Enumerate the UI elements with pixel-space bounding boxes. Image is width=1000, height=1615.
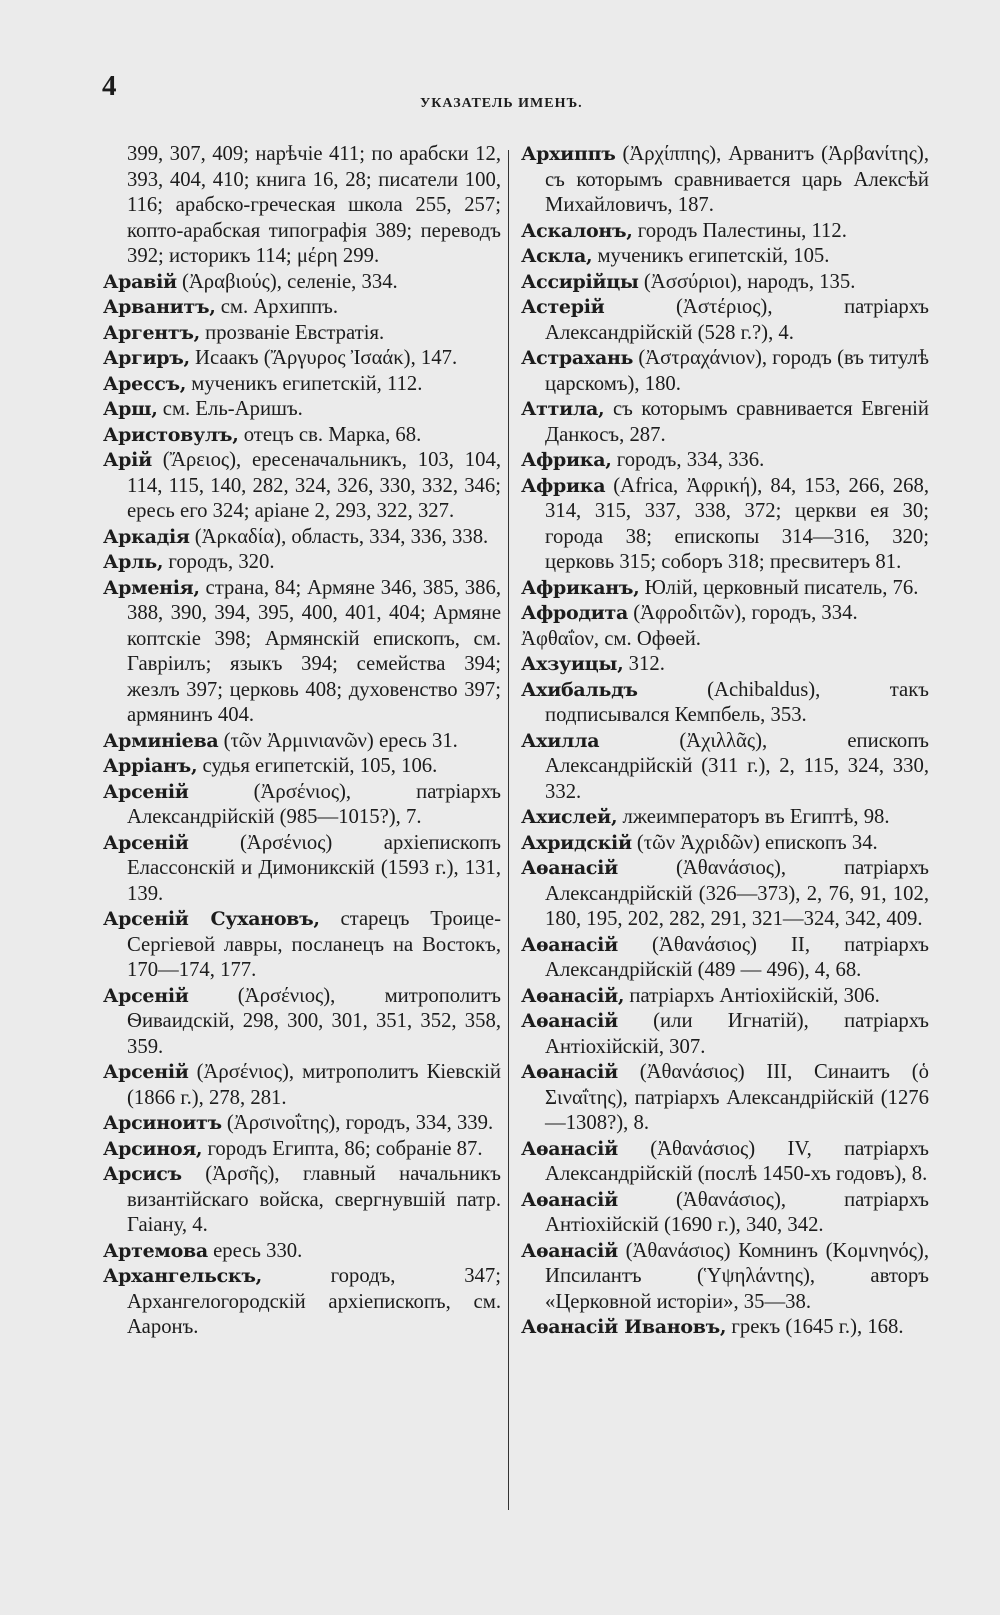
- entry-headword: Арванитъ,: [103, 296, 216, 318]
- entry-headword: Аравій: [103, 270, 177, 293]
- entry-text: (τῶν Ἀρμινιανῶν) ересь 31.: [218, 729, 458, 752]
- entry-text: мученикъ египетскій, 112.: [186, 372, 423, 395]
- index-entry: [103, 423, 501, 449]
- entry-headword: Африка,: [521, 449, 612, 471]
- index-entry: [521, 270, 929, 296]
- entry-headword: Ахридскій: [521, 831, 632, 854]
- entry-headword: Ахибальдъ: [521, 678, 638, 701]
- left-column: [103, 142, 501, 1341]
- index-entry: [521, 1009, 929, 1060]
- index-entry: [521, 729, 929, 806]
- index-entry: [521, 142, 929, 219]
- index-entry: [103, 295, 501, 321]
- entry-headword: Арсиноитъ: [103, 1112, 222, 1134]
- entry-headword: Аргентъ,: [103, 321, 200, 344]
- entry-text: (Ἀρσένιος), митрополитъ Ѳиваидскій, 298, 300, 301, 351, 352, 358, 359.: [127, 984, 501, 1058]
- entry-headword: Арсиноя,: [103, 1137, 203, 1160]
- entry-headword: Арріанъ,: [103, 755, 198, 777]
- entry-headword: Арсеній: [103, 780, 189, 803]
- index-entry: [103, 1264, 501, 1341]
- entry-text: (Ἀστέριος), патріархъ Александрійскій (528 г.?), 4.: [545, 296, 929, 344]
- entry-headword: Арсеній: [103, 984, 189, 1007]
- entry-text: ересь 330.: [207, 1239, 303, 1262]
- entry-headword: Аскалонъ,: [521, 219, 633, 242]
- entry-text: Ἀφθαΐον, см. Офѳей.: [521, 627, 701, 650]
- index-entry: [521, 1188, 929, 1239]
- entry-text: городъ Египта, 86; собраніе 87.: [202, 1137, 483, 1160]
- index-entry: [103, 729, 501, 755]
- entry-text: (Ἀθανάσιος) Комнинъ (Κομνηνός), Ипсилантъ (Ὑψηλάντης), авторъ «Церковной исторіи», 35—38.: [545, 1239, 929, 1313]
- entry-headword: Астерій: [521, 296, 605, 318]
- index-entry: [521, 474, 929, 576]
- entry-text: грекъ (1645 г.), 168.: [726, 1316, 904, 1338]
- right-column: [521, 142, 929, 1341]
- entry-text: (Ἀθανάσιος), патріархъ Александрійскій (326—373), 2, 76, 91, 102, 180, 195, 202, 282, 291, 321—324, 342, 409.: [545, 857, 929, 930]
- entry-text: (Ἀχιλλᾶς), епископъ Александрійскій (311 г.), 2, 115, 324, 330, 332.: [545, 729, 929, 803]
- entry-text: (Ἀθανάσιος) III, Синаитъ (ὁ Σιναΐτης), патріархъ Александрійскій (1276—1308?), 8.: [545, 1061, 929, 1134]
- index-entry: [521, 244, 929, 270]
- entry-headword: Афродита: [521, 602, 629, 624]
- entry-headword: Арминіева: [103, 729, 219, 752]
- entry-headword: Ахилла: [521, 729, 600, 752]
- entry-headword: Аѳанасій,: [521, 984, 625, 1007]
- entry-text: прозваніе Евстратія.: [199, 321, 385, 344]
- entry-text: городъ, 334, 336.: [611, 449, 765, 471]
- index-entry: [103, 270, 501, 296]
- entry-text: 312.: [623, 653, 665, 675]
- index-entry: [103, 1162, 501, 1239]
- entry-headword: Аѳанасій: [521, 1061, 618, 1083]
- entry-headword: Архиппъ: [521, 143, 616, 165]
- entry-text: 399, 307, 409; нарѣчіе 411; по арабски 12, 393, 404, 410; книга 16, 28; писатели 100, 116; арабско-греческая школа 255, 257; копто-арабская типографія 389; переводъ 392; историкъ 114; μέρη 299.: [127, 143, 501, 267]
- entry-headword: Астрахань: [521, 347, 634, 369]
- entry-text: (Ἀρσένιος), митрополитъ Кіевскій (1866 г.), 278, 281.: [127, 1061, 501, 1109]
- index-entry: [521, 805, 929, 831]
- index-entry: [103, 984, 501, 1061]
- index-entry: [521, 652, 929, 678]
- entry-text: (Ἀρσένιος), патріархъ Александрійскій (985—1015?), 7.: [127, 780, 501, 828]
- index-entry: [521, 219, 929, 245]
- entry-headword: Арсисъ: [103, 1163, 182, 1185]
- index-entry: [521, 627, 929, 653]
- entry-text: (Ἀθανάσιος) II, патріархъ Александрійскій (489 — 496), 4, 68.: [545, 933, 929, 981]
- entry-headword: Ахислей,: [521, 806, 618, 828]
- entry-headword: Арш,: [103, 398, 158, 420]
- index-entry: [103, 372, 501, 398]
- entry-headword: Артемова: [103, 1239, 208, 1262]
- entry-text: (Ἀρκαδία), область, 334, 336, 338.: [189, 525, 489, 548]
- column-divider: [508, 150, 509, 1510]
- entry-headword: Аттила,: [521, 398, 605, 420]
- index-entry: [103, 550, 501, 576]
- entry-text: см. Архиппъ.: [215, 296, 339, 318]
- index-entry: [103, 142, 501, 270]
- index-entry: [521, 1239, 929, 1316]
- entry-text: патріархъ Антіохійскій, 306.: [624, 984, 880, 1007]
- index-entry: [103, 525, 501, 551]
- index-entry: [521, 601, 929, 627]
- entry-text: (Ἀρσινοΐτης), городъ, 334, 339.: [221, 1112, 494, 1134]
- index-entry: [103, 754, 501, 780]
- entry-headword: Африканъ,: [521, 576, 640, 599]
- entry-text: (Ἄρειος), ересеначальникъ, 103, 104, 114, 115, 140, 282, 324, 326, 330, 332, 346; ересь его 324; аріане 2, 293, 322, 327.: [127, 449, 501, 522]
- entry-text: (или Игнатій), патріархъ Антіохійскій, 307.: [545, 1010, 929, 1058]
- index-entry: [521, 295, 929, 346]
- entry-headword: Арсеній: [103, 1061, 189, 1083]
- index-entry: [521, 984, 929, 1010]
- entry-text: мученикъ египетскій, 105.: [592, 245, 830, 267]
- entry-text: (Ἀρσῆς), главный начальникъ византійскаго войска, свергнувшій патр. Гаіану, 4.: [127, 1163, 501, 1236]
- index-entry: [103, 1239, 501, 1265]
- entry-text: (Africa, Ἀφρική), 84, 153, 266, 268, 314, 315, 337, 338, 372; церкви ея 30; города 38; епископы 314—316, 320; церковь 315; соборъ 318; пресвитеръ 81.: [545, 474, 929, 573]
- entry-text: (Ἀσσύριοι), народъ, 135.: [638, 270, 856, 293]
- entry-headword: Аѳанасій: [521, 857, 618, 879]
- entry-text: (Ἀραβιούς), селеніе, 334.: [176, 270, 398, 293]
- entry-headword: Ассирійцы: [521, 270, 639, 293]
- entry-text: Исаакъ (Ἄργυρος Ἰσαάκ), 147.: [189, 347, 458, 369]
- entry-headword: Аргиръ,: [103, 347, 190, 369]
- index-entry: [103, 1060, 501, 1111]
- entry-headword: Аристовулъ,: [103, 423, 239, 446]
- entry-headword: Аскла,: [521, 245, 593, 267]
- entry-text: (Ἀρσένιος) архіепископъ Елассонскій и Димоникскій (1593 г.), 131, 139.: [127, 831, 501, 905]
- entry-text: (τῶν Ἀχριδῶν) епископъ 34.: [631, 831, 878, 854]
- index-entry: [103, 831, 501, 908]
- index-entry: [521, 397, 929, 448]
- entry-headword: Аѳанасій Ивановъ,: [521, 1316, 727, 1338]
- index-entry: [103, 448, 501, 525]
- entry-headword: Арсеній: [103, 831, 189, 854]
- index-entry: [103, 780, 501, 831]
- entry-text: страна, 84; Армяне 346, 385, 386, 388, 390, 394, 395, 400, 401, 404; Армяне коптскіе 398; Армянскій епископъ, см. Гавріилъ; языкъ 394; семейства 394; жезлъ 397; церковь 408; духовенство 397; армянинъ 404.: [127, 576, 501, 726]
- entry-text: судья египетскій, 105, 106.: [197, 755, 438, 777]
- entry-text: городъ, 347; Архангелогородскій архіепископъ, см. Ааронъ.: [127, 1265, 501, 1338]
- entry-text: городъ, 320.: [163, 551, 275, 573]
- entry-headword: Аѳанасій: [521, 933, 618, 956]
- index-entry: [103, 321, 501, 347]
- entry-text: см. Ель-Аришъ.: [157, 398, 303, 420]
- entry-text: (Ἀστραχάνιον), городъ (въ титулѣ царскомъ), 180.: [545, 347, 929, 395]
- entry-headword: Африка: [521, 474, 606, 497]
- index-entry: [521, 678, 929, 729]
- index-entry: [521, 1315, 929, 1341]
- running-title: УКАЗАТЕЛЬ ИМЕНЪ.: [420, 96, 583, 111]
- index-entry: [521, 856, 929, 933]
- entry-headword: Аѳанасій: [521, 1010, 618, 1032]
- entry-text: (Ἀθανάσιος) IV, патріархъ Александрійскій (послѣ 1450-хъ годовъ), 8.: [545, 1137, 929, 1185]
- index-entry: [521, 933, 929, 984]
- index-entry: [103, 576, 501, 729]
- entry-headword: Арій: [103, 449, 152, 471]
- entry-headword: Арль,: [103, 551, 164, 573]
- entry-text: старецъ Троице-Сергіевой лавры, посланецъ на Востокъ, 170—174, 177.: [127, 908, 502, 981]
- entry-headword: Арсеній Сухановъ,: [103, 908, 320, 930]
- entry-text: (Achibaldus), такъ подписывался Кемпбель, 353.: [545, 678, 929, 726]
- entry-text: (Ἀρχίππης), Арванитъ (Ἀρβανίτης), съ которымъ сравнивается царь Алексѣй Михайловичъ, 187.: [545, 143, 929, 216]
- index-entry: [521, 576, 929, 602]
- index-entry: [521, 448, 929, 474]
- entry-headword: Аѳанасій: [521, 1137, 618, 1160]
- entry-text: городъ Палестины, 112.: [632, 219, 847, 242]
- entry-text: отецъ св. Марка, 68.: [238, 423, 422, 446]
- index-entry: [521, 1137, 929, 1188]
- entry-headword: Ахзуицы,: [521, 653, 624, 675]
- entry-headword: Арессъ,: [103, 372, 187, 395]
- entry-text: лжеимператоръ въ Египтѣ, 98.: [617, 806, 890, 828]
- index-entry: [103, 1137, 501, 1163]
- entry-text: Юлій, церковный писатель, 76.: [639, 576, 919, 599]
- index-entry: [103, 346, 501, 372]
- entry-headword: Аркадія: [103, 525, 190, 548]
- entry-headword: Арменія,: [103, 576, 200, 599]
- entry-text: (Ἀφροδιτῶν), городъ, 334.: [628, 602, 858, 624]
- entry-text: (Ἀθανάσιος), патріархъ Антіохійскій (1690 г.), 340, 342.: [545, 1188, 929, 1236]
- entry-headword: Архангельскъ,: [103, 1265, 262, 1287]
- index-entry: [521, 1060, 929, 1137]
- index-entry: [103, 1111, 501, 1137]
- entry-headword: Аѳанасій: [521, 1239, 618, 1262]
- index-entry: [521, 831, 929, 857]
- entry-text: съ которымъ сравнивается Евгеній Данкосъ, 287.: [545, 398, 929, 446]
- index-entry: [103, 907, 501, 984]
- index-entry: [521, 346, 929, 397]
- index-entry: [103, 397, 501, 423]
- page-number: 4: [102, 70, 117, 102]
- entry-headword: Аѳанасій: [521, 1188, 618, 1211]
